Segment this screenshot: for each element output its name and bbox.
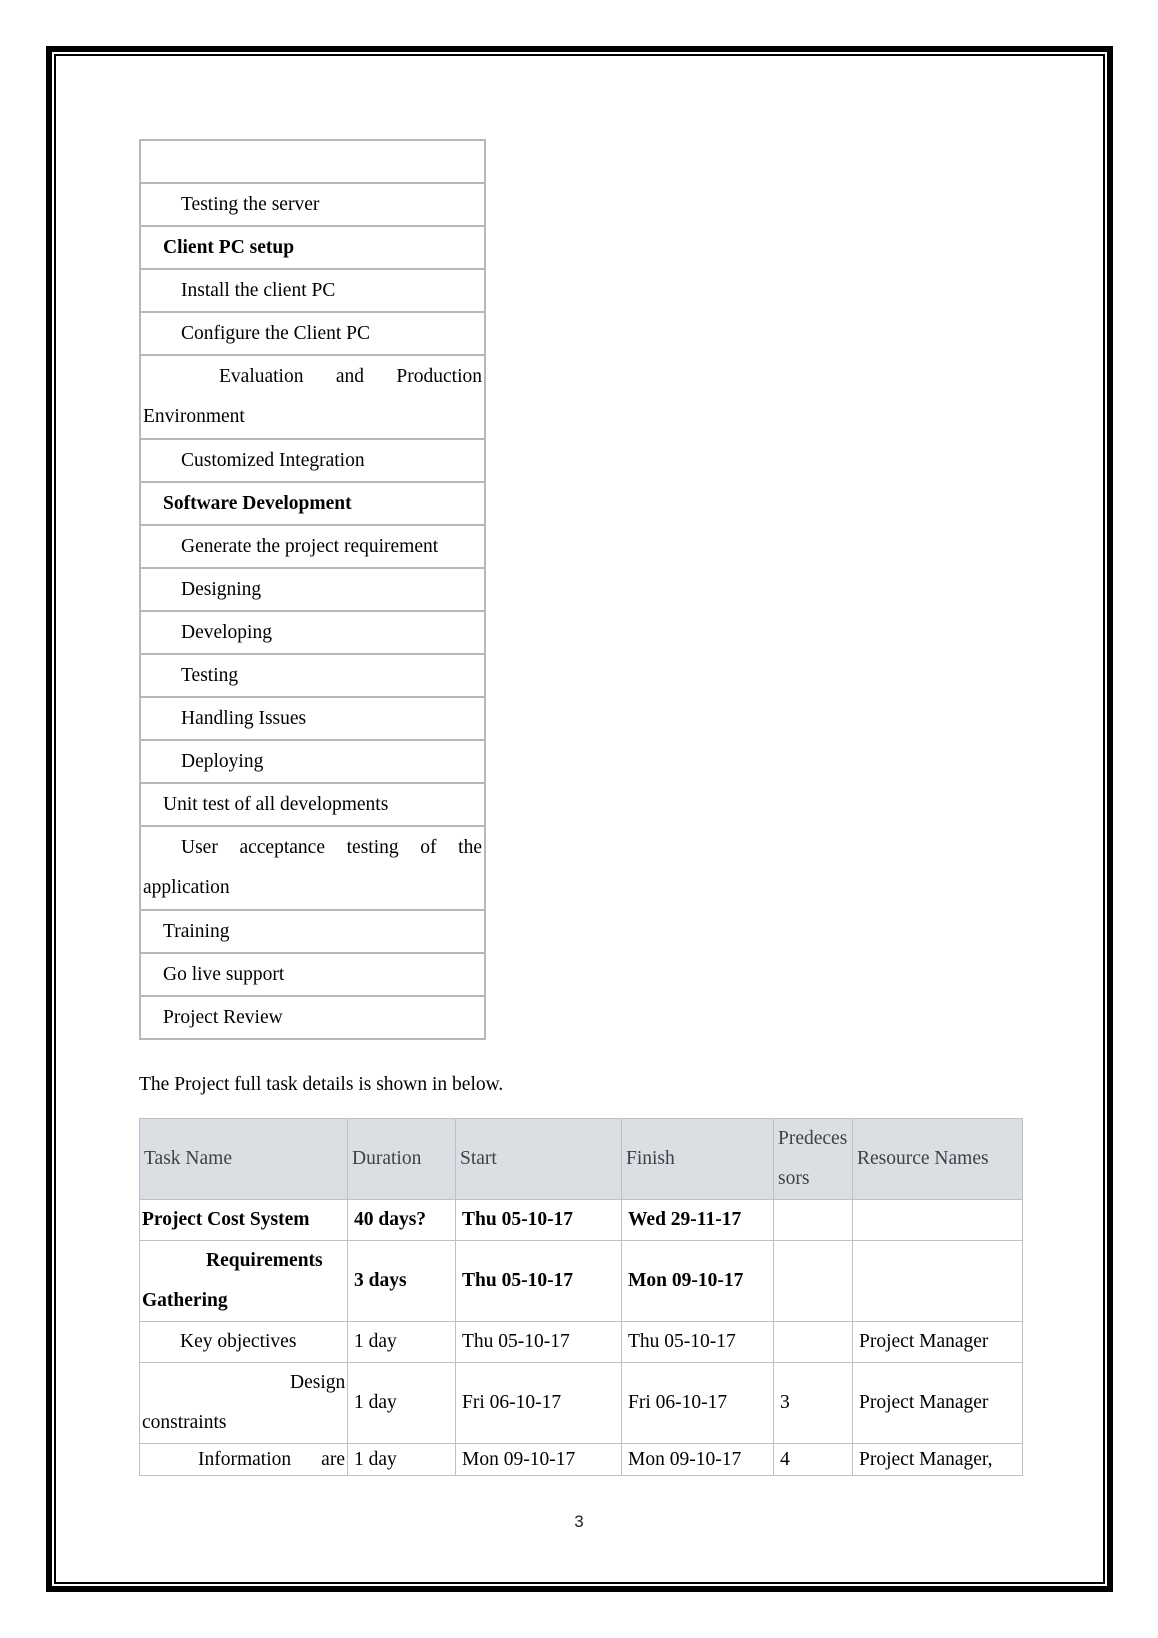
wbs-task-cell: Customized Integration [140,439,485,482]
wbs-row [140,140,485,183]
wbs-table-body [140,140,485,1039]
wbs-row [140,525,485,568]
wbs-row [140,482,485,525]
wbs-task-cell: Deploying [140,740,485,783]
wbs-row [140,910,485,953]
cell-task: Project Cost System [140,1200,348,1241]
wbs-row [140,740,485,783]
wbs-task-cell: Generate the project requirement [140,525,485,568]
wbs-task-cell: Unit test of all developments [140,783,485,826]
details-row [140,1322,1023,1363]
wbs-task-cell: Testing the server [140,183,485,226]
wbs-task-cell: Software Development [140,482,485,525]
cell-predecessors: 3 [774,1363,853,1444]
wbs-task-cell: Configure the Client PC [140,312,485,355]
cell-finish: Mon 09-10-17 [622,1444,774,1476]
wbs-row [140,226,485,269]
wbs-row [140,953,485,996]
cell-task: Requirements Gathering [140,1241,348,1322]
wbs-task-cell: Go live support [140,953,485,996]
wbs-task-cell: User acceptance testing of the application [140,826,485,910]
wbs-row [140,183,485,226]
cell-resources [853,1241,1023,1322]
details-row [140,1200,1023,1241]
cell-resources [853,1200,1023,1241]
wbs-row [140,783,485,826]
wbs-row [140,568,485,611]
cell-task: Information are [140,1444,348,1476]
intro-text: The Project full task details is shown in below. [139,1074,504,1095]
details-row [140,1241,1023,1322]
task-details-table [139,1118,1023,1476]
cell-start: Thu 05-10-17 [456,1241,622,1322]
cell-duration: 1 day [348,1322,456,1363]
cell-resources: Project Manager [853,1322,1023,1363]
wbs-task-cell [140,140,485,183]
cell-resources: Project Manager [853,1363,1023,1444]
wbs-task-cell: Designing [140,568,485,611]
cell-finish: Mon 09-10-17 [622,1241,774,1322]
cell-predecessors: 4 [774,1444,853,1476]
details-table-body [140,1200,1023,1476]
details-header-cell: Resource Names [853,1119,1023,1200]
wbs-task-cell: Install the client PC [140,269,485,312]
cell-start: Thu 05-10-17 [456,1322,622,1363]
page-number: 3 [574,1512,584,1531]
wbs-row [140,697,485,740]
details-row [140,1444,1023,1476]
wbs-task-cell: Training [140,910,485,953]
cell-duration: 1 day [348,1444,456,1476]
wbs-row [140,439,485,482]
wbs-task-cell: Testing [140,654,485,697]
wbs-row [140,269,485,312]
wbs-row [140,996,485,1039]
wbs-task-cell: Client PC setup [140,226,485,269]
cell-predecessors [774,1241,853,1322]
wbs-row [140,312,485,355]
cell-finish: Wed 29-11-17 [622,1200,774,1241]
details-header-row [140,1119,1023,1200]
details-header-cell: Duration [348,1119,456,1200]
cell-task: Key objectives [140,1322,348,1363]
details-header-cell: Finish [622,1119,774,1200]
wbs-task-table [139,139,486,1040]
cell-resources: Project Manager, [853,1444,1023,1476]
details-header-cell: Task Name [140,1119,348,1200]
details-row [140,1363,1023,1444]
details-header-cell: Predecessors [774,1119,853,1200]
cell-duration: 1 day [348,1363,456,1444]
wbs-row [140,826,485,910]
cell-start: Mon 09-10-17 [456,1444,622,1476]
wbs-row [140,654,485,697]
wbs-task-cell: Handling Issues [140,697,485,740]
cell-predecessors [774,1200,853,1241]
details-header-cell: Start [456,1119,622,1200]
cell-start: Fri 06-10-17 [456,1363,622,1444]
cell-start: Thu 05-10-17 [456,1200,622,1241]
cell-finish: Thu 05-10-17 [622,1322,774,1363]
cell-predecessors [774,1322,853,1363]
wbs-task-cell: Project Review [140,996,485,1039]
cell-duration: 40 days? [348,1200,456,1241]
wbs-task-cell: Developing [140,611,485,654]
wbs-row [140,611,485,654]
wbs-row [140,355,485,439]
cell-task: Design constraints [140,1363,348,1444]
cell-finish: Fri 06-10-17 [622,1363,774,1444]
cell-duration: 3 days [348,1241,456,1322]
wbs-task-cell: Evaluation and Production Environment [140,355,485,439]
